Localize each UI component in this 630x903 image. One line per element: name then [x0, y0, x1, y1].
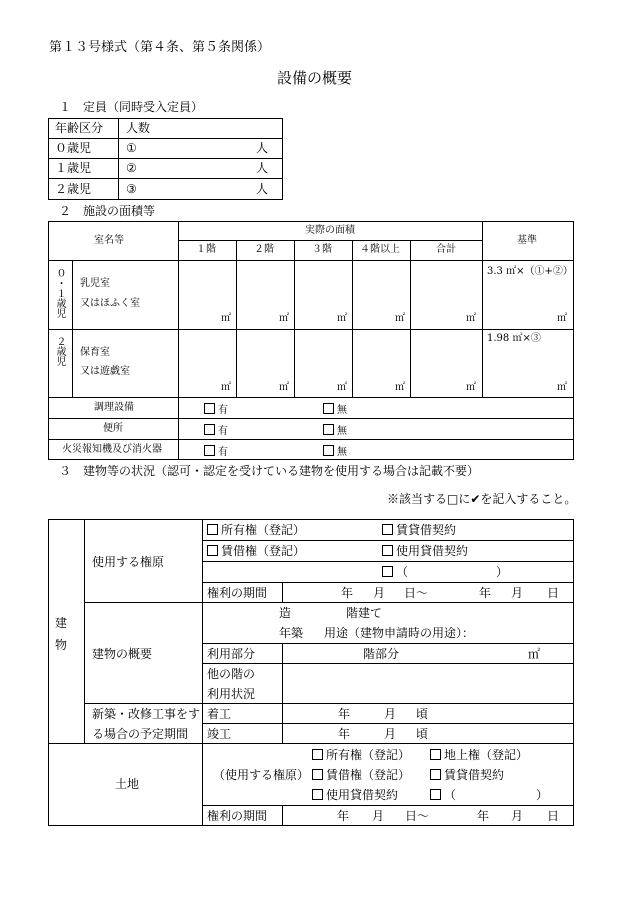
mark-1: ① [126, 141, 137, 155]
month-label: 月 [384, 727, 397, 741]
use-part-label: 利用部分 [207, 647, 256, 661]
lease-checkbox[interactable]: 賃貸借契約 [430, 769, 504, 781]
day-label: 日 [547, 809, 560, 823]
structure-label: 造 [279, 606, 292, 620]
other-checkbox[interactable]: （ [382, 566, 408, 578]
approx-label: 頃 [416, 707, 429, 721]
sqm-unit: ㎡ [466, 382, 476, 393]
checkbox-icon [323, 403, 334, 414]
actual-area-header: 実際の面積 [305, 225, 355, 236]
right-of-use-label: 使用する権原 [92, 555, 165, 569]
month-label: 月 [373, 586, 386, 600]
paren-close: ） [496, 565, 509, 579]
use-label: 用途（建物申請時の用途）： [324, 626, 475, 640]
checkbox-icon [382, 524, 393, 535]
room-crawl: 又はほふく室 [80, 298, 140, 309]
built-years-label: 年築 [279, 626, 304, 640]
month-label: 月 [372, 809, 385, 823]
year-label: 年 [338, 727, 351, 741]
unit-person: 人 [256, 182, 269, 196]
finish-label: 竣工 [207, 727, 232, 741]
start-label: 着工 [207, 707, 232, 721]
floor-3: ３階 [312, 244, 332, 255]
sqm-unit: ㎡ [466, 313, 476, 324]
section2-heading: ２ 施設の面積等 [59, 204, 156, 218]
checkbox-icon [204, 403, 215, 414]
room-name-header: 室名等 [94, 235, 124, 246]
floor-total: 合計 [436, 244, 456, 255]
col-age: 年齢区分 [55, 121, 104, 135]
month-label: 月 [511, 586, 524, 600]
land-label: 土地 [115, 777, 140, 791]
checkbox-icon [207, 545, 218, 556]
year-label: 年 [341, 586, 354, 600]
none-checkbox[interactable]: 無 [323, 424, 347, 437]
floor-4plus: ４階以上 [360, 244, 400, 255]
checkbox-icon [312, 789, 323, 800]
unit-person: 人 [256, 141, 269, 155]
sqm-unit: ㎡ [337, 382, 347, 393]
standard-header: 基準 [517, 235, 537, 246]
sqm-unit: ㎡ [557, 313, 567, 324]
none-checkbox[interactable]: 無 [323, 403, 347, 416]
other-floors-label: 利用状況 [207, 687, 256, 701]
mark-2: ② [126, 161, 137, 175]
unit-person: 人 [256, 161, 269, 175]
loan-checkbox[interactable]: 使用貸借契約 [382, 545, 468, 557]
day-label: 日 [547, 586, 560, 600]
form-number: 第１３号様式（第４条、第５条関係） [49, 40, 271, 55]
room-nursery: 保育室 [80, 347, 110, 358]
section1-heading: １ 定員（同時受入定員） [59, 100, 204, 114]
sqm-unit: ㎡ [557, 382, 567, 393]
age-2: ２歳児 [55, 182, 92, 196]
equip-kitchen: 調理設備 [94, 402, 134, 413]
checkbox-icon [430, 769, 441, 780]
checkbox-icon [430, 789, 441, 800]
have-checkbox[interactable]: 有 [204, 403, 228, 416]
sqm-unit: ㎡ [528, 647, 541, 661]
from-label: 日～ [405, 809, 430, 823]
month-label: 月 [511, 809, 524, 823]
sqm-unit: ㎡ [337, 313, 347, 324]
land-right-label: （使用する権原） [213, 768, 310, 782]
standard-2: 1.98 ㎡×③ [487, 333, 541, 344]
storeys-label: 階建て [346, 606, 383, 620]
none-checkbox[interactable]: 無 [323, 445, 347, 458]
age-2: ２歳児 [54, 336, 65, 366]
year-label: 年 [338, 707, 351, 721]
age-0: ０歳児 [55, 141, 92, 155]
floor-part-label: 階部分 [363, 647, 400, 661]
checkbox-icon [207, 524, 218, 535]
checkbox-icon [382, 545, 393, 556]
checkbox-icon [323, 445, 334, 456]
room-play: 又は遊戯室 [80, 366, 130, 377]
col-count: 人数 [126, 121, 151, 135]
page-title: 設備の概要 [277, 69, 353, 87]
sqm-unit: ㎡ [279, 313, 289, 324]
paren-close: ） [536, 788, 549, 802]
building-label-1: 建物 [55, 616, 68, 652]
have-checkbox[interactable]: 有 [204, 424, 228, 437]
from-label: 日～ [404, 586, 429, 600]
checkbox-note: ※該当する□に✔を記入すること。 [387, 492, 577, 506]
age-1: １歳児 [55, 161, 92, 175]
floor-2: ２階 [254, 244, 274, 255]
overview-label: 建物の概要 [92, 647, 153, 661]
sqm-unit: ㎡ [395, 382, 405, 393]
sqm-unit: ㎡ [395, 313, 405, 324]
checkbox-icon [312, 769, 323, 780]
have-checkbox[interactable]: 有 [204, 445, 228, 458]
period-label: 権利の期間 [207, 586, 268, 600]
year-label: 年 [479, 586, 492, 600]
loan-checkbox[interactable]: 使用貸借契約 [312, 789, 398, 801]
other-floors-label: 他の階の [207, 667, 256, 681]
checkbox-icon [204, 445, 215, 456]
section3-heading: ３ 建物等の状況（認可・認定を受けている建物を使用する場合は記載不要） [59, 464, 480, 478]
equip-fire: 火災報知機及び消火器 [62, 444, 162, 455]
own-checkbox[interactable]: 所有権（登記） [312, 749, 410, 761]
month-label: 月 [384, 707, 397, 721]
construction-label: る場合の予定期間 [92, 727, 189, 741]
sqm-unit: ㎡ [221, 313, 231, 324]
mark-3: ③ [126, 182, 137, 196]
lease-reg-checkbox[interactable]: 賃借権（登記） [207, 545, 305, 557]
checkbox-icon [323, 424, 334, 435]
lease-reg-checkbox[interactable]: 賃借権（登記） [312, 769, 410, 781]
own-checkbox[interactable]: 所有権（登記） [207, 524, 305, 536]
approx-label: 頃 [416, 727, 429, 741]
checkbox-icon [430, 749, 441, 760]
year-label: 年 [337, 809, 350, 823]
period-label: 権利の期間 [207, 809, 268, 823]
checkbox-icon [312, 749, 323, 760]
sqm-unit: ㎡ [221, 382, 231, 393]
construction-label: 新築・改修工事をす [92, 707, 201, 721]
other-checkbox[interactable]: （ [430, 789, 456, 801]
surface-checkbox[interactable]: 地上権（登記） [430, 749, 528, 761]
equip-toilet: 便所 [103, 423, 123, 434]
year-label: 年 [477, 809, 490, 823]
checkbox-icon [382, 566, 393, 577]
lease-checkbox[interactable]: 賃貸借契約 [382, 524, 456, 536]
age-01: ０・１歳児 [54, 268, 65, 318]
standard-01: 3.3 ㎡×（①+②） [487, 266, 573, 277]
room-infant: 乳児室 [80, 278, 110, 289]
floor-1: １階 [196, 244, 216, 255]
sqm-unit: ㎡ [279, 382, 289, 393]
checkbox-icon [204, 424, 215, 435]
